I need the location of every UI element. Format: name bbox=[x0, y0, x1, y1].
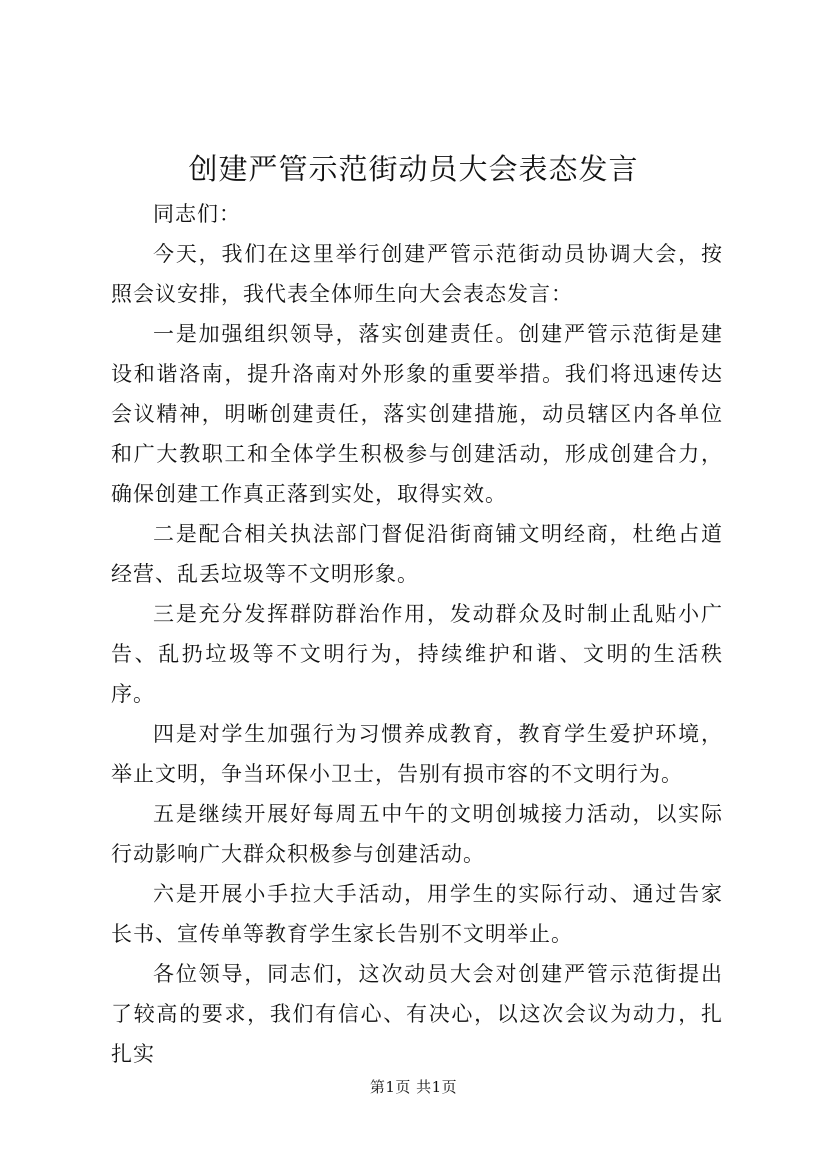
point-five-paragraph: 五是继续开展好每周五中午的文明创城接力活动，以实际行动影响广大群众积极参与创建活动。 bbox=[111, 802, 723, 866]
salutation-paragraph: 同志们： bbox=[153, 202, 241, 226]
point-two-paragraph: 二是配合相关执法部门督促沿街商铺文明经商，杜绝占道经营、乱丢垃圾等不文明形象。 bbox=[111, 522, 723, 586]
document-body bbox=[111, 194, 723, 1074]
document-title: 创建严管示范街动员大会表态发言 bbox=[188, 152, 639, 186]
intro-paragraph: 今天，我们在这里举行创建严管示范街动员协调大会，按照会议安排，我代表全体师生向大会表态发言： bbox=[111, 242, 723, 306]
closing-paragraph: 各位领导，同志们，这次动员大会对创建严管示范街提出了较高的要求，我们有信心、有决心，以这次会议为动力，扎扎实 bbox=[111, 962, 723, 1066]
page-number-footer: 第1页 共1页 bbox=[369, 1078, 458, 1096]
point-three-paragraph: 三是充分发挥群防群治作用，发动群众及时制止乱贴小广告、乱扔垃圾等不文明行为，持续维护和谐、文明的生活秩序。 bbox=[111, 602, 723, 706]
point-one-paragraph: 一是加强组织领导，落实创建责任。创建严管示范街是建设和谐洛南，提升洛南对外形象的重要举措。我们将迅速传达会议精神，明晰创建责任，落实创建措施，动员辖区内各单位和广大教职工和全体学生积极参与创建活动，形成创建合力，确保创建工作真正落到实处，取得实效。 bbox=[111, 322, 723, 506]
point-six-paragraph: 六是开展小手拉大手活动，用学生的实际行动、通过告家长书、宣传单等教育学生家长告别不文明举止。 bbox=[111, 882, 723, 946]
point-four-paragraph: 四是对学生加强行为习惯养成教育，教育学生爱护环境，举止文明，争当环保小卫士，告别有损市容的不文明行为。 bbox=[111, 722, 723, 786]
